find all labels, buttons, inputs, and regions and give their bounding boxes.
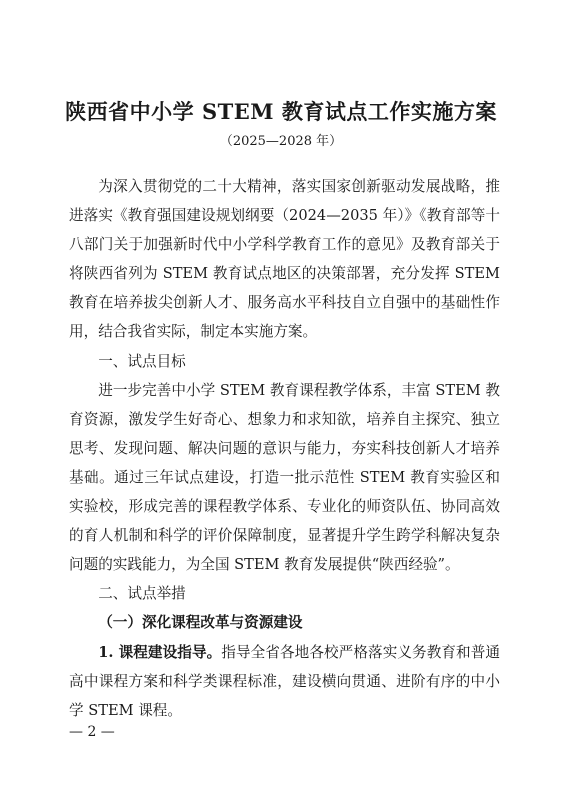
document-subtitle: （2025—2028 年） — [219, 134, 343, 149]
section-heading-goals: 一、试点目标 — [98, 352, 186, 370]
section-heading-measures: 二、试点举措 — [98, 585, 186, 603]
document-body — [69, 172, 500, 725]
item-lead: 1. 课程建设指导。 — [98, 643, 222, 661]
subsection-heading-curriculum: （一）深化课程改革与资源建设 — [98, 614, 303, 632]
goals-paragraph: 进一步完善中小学 STEM 教育课程教学体系，丰富 STEM 教育资源，激发学生好奇心、想象力和求知欲，培养自主探究、独立思考、发现问题、解决问题的意识与能力，夯实科技创新人才培养基础。通过三年试点建设，打造一批示范性 STEM 教育实验区和实验校，形成完善的课程教学体系、专业化的师资队伍、协同高效的育人机制和科学的评价保障制度，显著提升学生跨学科解决复杂问题的实践能力，为全国 STEM 教育发展提供“陕西经验”。 — [69, 381, 500, 574]
item-body: 指导全省各地各校严格落实义务教育和普通高中课程方案和科学类课程标准，建设横向贯通、进阶有序的中小学 STEM 课程。 — [69, 643, 500, 719]
page-number: — 2 — — [69, 724, 115, 740]
document-title: 陕西省中小学 STEM 教育试点工作实施方案 — [65, 99, 497, 124]
item-paragraph-curriculum — [69, 638, 500, 725]
intro-paragraph: 为深入贯彻党的二十大精神，落实国家创新驱动发展战略，推进落实《教育强国建设规划纲要（2024—2035 年）》《教育部等十八部门关于加强新时代中小学科学教育工作的意见》及教育部关于将陕西省列为 STEM 教育试点地区的决策部署，充分发挥 STEM 教育在培养拔尖创新人才、服务高水平科技自立自强中的基础性作用，结合我省实际，制定本实施方案。 — [69, 178, 500, 341]
